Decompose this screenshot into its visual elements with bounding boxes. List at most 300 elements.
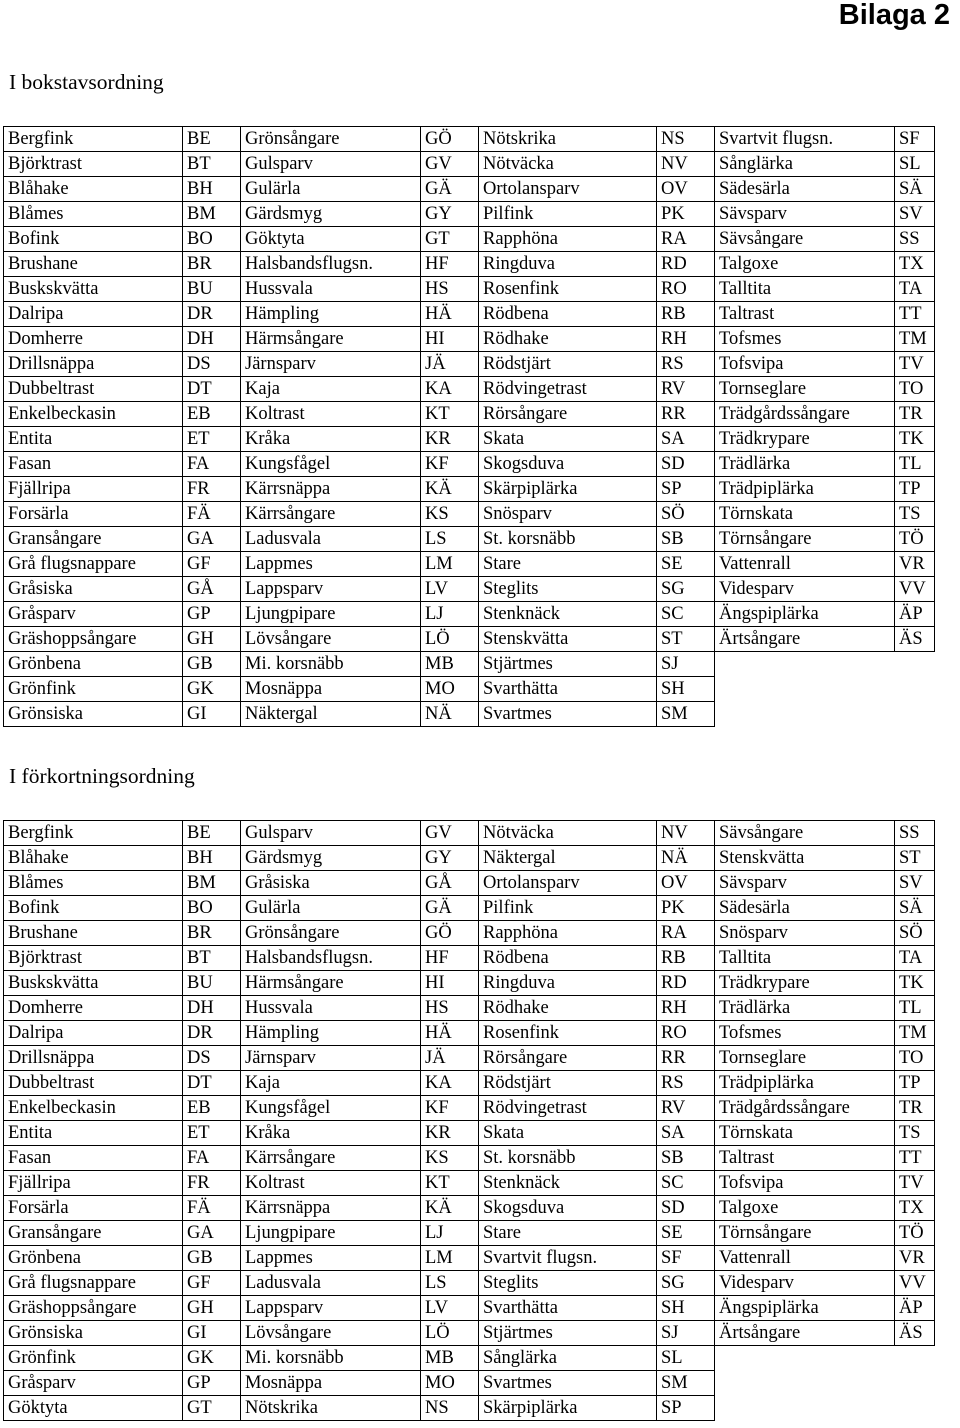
abbreviation-cell: HF (421, 252, 479, 277)
abbreviation-cell: KT (421, 402, 479, 427)
species-name-cell: Drillsnäppa (4, 1046, 183, 1071)
abbreviation-cell: NV (657, 821, 715, 846)
species-name-cell: Snösparv (715, 921, 895, 946)
abbreviation-cell: VV (895, 577, 935, 602)
species-name-cell: Nötskrika (241, 1396, 421, 1421)
species-name-cell: Kaja (241, 1071, 421, 1096)
species-name-cell: Ringduva (479, 252, 657, 277)
species-name-cell: Videsparv (715, 577, 895, 602)
abbreviation-cell: GF (183, 1271, 241, 1296)
table-row (4, 602, 935, 627)
abbreviation-cell: BE (183, 821, 241, 846)
abbreviation-cell: TO (895, 377, 935, 402)
species-name-cell: Forsärla (4, 502, 183, 527)
abbreviation-cell: TK (895, 971, 935, 996)
abbreviation-cell: LJ (421, 602, 479, 627)
species-name-cell: Ljungpipare (241, 602, 421, 627)
table-row (4, 527, 935, 552)
abbreviation-cell (895, 1346, 935, 1371)
table-row (4, 302, 935, 327)
species-name-cell: Blåhake (4, 177, 183, 202)
abbreviation-cell: MO (421, 1371, 479, 1396)
species-name-cell: Gräshoppsångare (4, 627, 183, 652)
species-name-cell: Taltrast (715, 1146, 895, 1171)
species-name-cell: Rödhake (479, 327, 657, 352)
species-name-cell: Törnsångare (715, 527, 895, 552)
species-name-cell: Blåhake (4, 846, 183, 871)
abbreviation-cell: VV (895, 1271, 935, 1296)
table-row (4, 1221, 935, 1246)
abbreviation-cell: GF (183, 552, 241, 577)
species-name-cell: Ortolansparv (479, 177, 657, 202)
abbreviation-cell: SÄ (895, 177, 935, 202)
abbreviation-cell: FR (183, 1171, 241, 1196)
species-name-cell: Enkelbeckasin (4, 1096, 183, 1121)
species-name-cell: Trädkrypare (715, 971, 895, 996)
species-name-cell: Skata (479, 1121, 657, 1146)
species-name-cell: Stjärtmes (479, 652, 657, 677)
abbreviation-cell: TS (895, 502, 935, 527)
table-row (4, 252, 935, 277)
species-name-cell: Fjällripa (4, 477, 183, 502)
species-name-cell: Vattenrall (715, 552, 895, 577)
species-name-cell: Rosenfink (479, 277, 657, 302)
species-name-cell: Kärrsångare (241, 1146, 421, 1171)
species-name-cell: Blåmes (4, 202, 183, 227)
abbreviation-cell: RA (657, 227, 715, 252)
abbreviation-cell: OV (657, 871, 715, 896)
species-name-cell: Svarthätta (479, 677, 657, 702)
table-row (4, 677, 935, 702)
table-row (4, 127, 935, 152)
species-name-cell: Kråka (241, 427, 421, 452)
abbreviation-cell: TM (895, 327, 935, 352)
species-name-cell: Ringduva (479, 971, 657, 996)
species-name-cell: Domherre (4, 996, 183, 1021)
abbreviation-cell: RS (657, 1071, 715, 1096)
species-name-cell: Halsbandsflugsn. (241, 946, 421, 971)
species-name-cell: Stare (479, 552, 657, 577)
abbreviation-cell: GT (183, 1396, 241, 1421)
species-name-cell: Entita (4, 427, 183, 452)
species-name-cell: Svartvit flugsn. (715, 127, 895, 152)
species-name-cell: Koltrast (241, 1171, 421, 1196)
table-row (4, 552, 935, 577)
species-name-cell: Ladusvala (241, 1271, 421, 1296)
table-row (4, 352, 935, 377)
abbreviation-cell: BR (183, 921, 241, 946)
abbreviation-cell: GP (183, 1371, 241, 1396)
species-name-cell: Tofsmes (715, 327, 895, 352)
species-name-cell: Stjärtmes (479, 1321, 657, 1346)
species-name-cell: Skogsduva (479, 1196, 657, 1221)
abbreviation-cell: TV (895, 1171, 935, 1196)
abbreviation-cell: SA (657, 1121, 715, 1146)
species-name-cell: Törnskata (715, 502, 895, 527)
table-row (4, 452, 935, 477)
species-name-cell: Lövsångare (241, 627, 421, 652)
species-name-cell: Näktergal (479, 846, 657, 871)
abbreviation-cell: BH (183, 846, 241, 871)
abbreviation-cell: MO (421, 677, 479, 702)
abbreviation-cell: DT (183, 377, 241, 402)
species-name-cell: Fasan (4, 1146, 183, 1171)
species-name-cell: Dalripa (4, 302, 183, 327)
abbreviation-cell: SL (895, 152, 935, 177)
abbreviation-cell: LS (421, 1271, 479, 1296)
species-name-cell (715, 1346, 895, 1371)
abbreviation-cell: DR (183, 302, 241, 327)
species-name-cell: St. korsnäbb (479, 527, 657, 552)
species-name-cell: Rapphöna (479, 921, 657, 946)
species-name-cell: Ärtsångare (715, 627, 895, 652)
abbreviation-cell: RB (657, 946, 715, 971)
abbreviation-cell: DT (183, 1071, 241, 1096)
species-name-cell: Törnskata (715, 1121, 895, 1146)
table-row (4, 502, 935, 527)
abbreviation-cell: GÅ (183, 577, 241, 602)
species-name-cell: Halsbandsflugsn. (241, 252, 421, 277)
table-row (4, 1396, 935, 1421)
abbreviation-cell: PK (657, 896, 715, 921)
table-row (4, 277, 935, 302)
table-row (4, 177, 935, 202)
abbreviation-cell: DS (183, 1046, 241, 1071)
species-name-cell: Lappsparv (241, 1296, 421, 1321)
species-name-cell: Gråsparv (4, 1371, 183, 1396)
species-name-cell: Grå flugsnappare (4, 552, 183, 577)
table-row (4, 327, 935, 352)
species-name-cell: Buskskvätta (4, 277, 183, 302)
abbreviation-cell: SL (657, 1346, 715, 1371)
abbreviation-cell: KS (421, 502, 479, 527)
table-row (4, 1321, 935, 1346)
abbreviation-cell: FÄ (183, 1196, 241, 1221)
abbreviation-cell: SF (895, 127, 935, 152)
abbreviation-cell: RD (657, 971, 715, 996)
table-row (4, 202, 935, 227)
abbreviation-cell: TK (895, 427, 935, 452)
bird-table-alphabetical (3, 126, 935, 727)
abbreviation-cell: HI (421, 971, 479, 996)
species-name-cell: Kärrsnäppa (241, 477, 421, 502)
abbreviation-cell: TO (895, 1046, 935, 1071)
abbreviation-cell: HÄ (421, 302, 479, 327)
abbreviation-cell: GY (421, 846, 479, 871)
species-name-cell: Svarthätta (479, 1296, 657, 1321)
abbreviation-cell: NÄ (657, 846, 715, 871)
species-name-cell: Grå flugsnappare (4, 1271, 183, 1296)
species-name-cell: Skata (479, 427, 657, 452)
abbreviation-cell: DS (183, 352, 241, 377)
abbreviation-cell: SJ (657, 652, 715, 677)
abbreviation-cell: GI (183, 702, 241, 727)
table-row (4, 1171, 935, 1196)
species-name-cell: Trädgårdssångare (715, 402, 895, 427)
species-name-cell: Snösparv (479, 502, 657, 527)
species-name-cell: Rödstjärt (479, 1071, 657, 1096)
abbreviation-cell: SC (657, 1171, 715, 1196)
abbreviation-cell: SH (657, 677, 715, 702)
abbreviation-cell: NS (657, 127, 715, 152)
species-name-cell: Rödvingetrast (479, 1096, 657, 1121)
table-row (4, 577, 935, 602)
species-name-cell: Härmsångare (241, 327, 421, 352)
table-row (4, 921, 935, 946)
species-name-cell: Rödvingetrast (479, 377, 657, 402)
abbreviation-cell: BH (183, 177, 241, 202)
species-name-cell: Björktrast (4, 152, 183, 177)
abbreviation-cell: SJ (657, 1321, 715, 1346)
abbreviation-cell: TL (895, 996, 935, 1021)
abbreviation-cell: TT (895, 1146, 935, 1171)
species-name-cell: Lövsångare (241, 1321, 421, 1346)
species-name-cell: Talgoxe (715, 1196, 895, 1221)
table-row (4, 477, 935, 502)
species-name-cell: Stenknäck (479, 602, 657, 627)
abbreviation-cell: GY (421, 202, 479, 227)
species-name-cell: Trädgårdssångare (715, 1096, 895, 1121)
species-name-cell: Gärdsmyg (241, 202, 421, 227)
species-name-cell: Talltita (715, 946, 895, 971)
species-name-cell (715, 1371, 895, 1396)
species-name-cell: Trädpiplärka (715, 477, 895, 502)
species-name-cell: Dubbeltrast (4, 1071, 183, 1096)
abbreviation-cell: GB (183, 1246, 241, 1271)
abbreviation-cell: ÄS (895, 1321, 935, 1346)
species-name-cell: Rapphöna (479, 227, 657, 252)
abbreviation-cell: GA (183, 527, 241, 552)
species-name-cell: Kungsfågel (241, 1096, 421, 1121)
abbreviation-cell: ÄS (895, 627, 935, 652)
abbreviation-cell: SC (657, 602, 715, 627)
abbreviation-cell: LV (421, 577, 479, 602)
species-name-cell: Rörsångare (479, 1046, 657, 1071)
species-name-cell: Ärtsångare (715, 1321, 895, 1346)
abbreviation-cell: SF (657, 1246, 715, 1271)
table-row (4, 846, 935, 871)
abbreviation-cell: RR (657, 1046, 715, 1071)
table-row (4, 1146, 935, 1171)
section-heading-alphabetical: I bokstavsordning (9, 70, 164, 94)
species-name-cell: Ortolansparv (479, 871, 657, 896)
species-name-cell: Kråka (241, 1121, 421, 1146)
table-row (4, 427, 935, 452)
table-row (4, 1246, 935, 1271)
abbreviation-cell: HS (421, 996, 479, 1021)
species-name-cell: Sävsångare (715, 227, 895, 252)
abbreviation-cell: ÄP (895, 602, 935, 627)
abbreviation-cell: GH (183, 1296, 241, 1321)
species-name-cell: Svartmes (479, 702, 657, 727)
abbreviation-cell: KF (421, 452, 479, 477)
abbreviation-cell: RD (657, 252, 715, 277)
species-name-cell: Stenknäck (479, 1171, 657, 1196)
species-name-cell: Hämpling (241, 302, 421, 327)
abbreviation-cell: LJ (421, 1221, 479, 1246)
abbreviation-cell: EB (183, 1096, 241, 1121)
abbreviation-cell: SP (657, 477, 715, 502)
table-row (4, 702, 935, 727)
species-name-cell: Stenskvätta (715, 846, 895, 871)
species-name-cell: Nötväcka (479, 821, 657, 846)
species-name-cell: Stenskvätta (479, 627, 657, 652)
abbreviation-cell: TX (895, 1196, 935, 1221)
abbreviation-cell: VR (895, 552, 935, 577)
abbreviation-cell: MB (421, 652, 479, 677)
table-row (4, 152, 935, 177)
species-name-cell: Brushane (4, 252, 183, 277)
species-name-cell: Gråsparv (4, 602, 183, 627)
species-name-cell: Dalripa (4, 1021, 183, 1046)
species-name-cell: Enkelbeckasin (4, 402, 183, 427)
abbreviation-cell: KT (421, 1171, 479, 1196)
abbreviation-cell: TV (895, 352, 935, 377)
abbreviation-cell: SG (657, 1271, 715, 1296)
abbreviation-cell: GÄ (421, 896, 479, 921)
abbreviation-cell: SE (657, 1221, 715, 1246)
species-name-cell: Sånglärka (715, 152, 895, 177)
abbreviation-cell: DH (183, 996, 241, 1021)
abbreviation-cell: FA (183, 452, 241, 477)
abbreviation-cell: SÖ (895, 921, 935, 946)
abbreviation-cell: BE (183, 127, 241, 152)
abbreviation-cell: GA (183, 1221, 241, 1246)
table-row (4, 1346, 935, 1371)
abbreviation-cell: SP (657, 1396, 715, 1421)
species-name-cell: Talltita (715, 277, 895, 302)
table-row (4, 652, 935, 677)
abbreviation-cell: JÄ (421, 1046, 479, 1071)
species-name-cell: Grönsiska (4, 1321, 183, 1346)
abbreviation-cell: SS (895, 821, 935, 846)
species-name-cell: Göktyta (241, 227, 421, 252)
species-name-cell: Ängspiplärka (715, 1296, 895, 1321)
abbreviation-cell: NS (421, 1396, 479, 1421)
abbreviation-cell (895, 702, 935, 727)
species-name-cell: Bofink (4, 227, 183, 252)
abbreviation-cell: NÄ (421, 702, 479, 727)
abbreviation-cell: KF (421, 1096, 479, 1121)
abbreviation-cell: BT (183, 946, 241, 971)
abbreviation-cell: SV (895, 871, 935, 896)
abbreviation-cell: RO (657, 277, 715, 302)
species-name-cell: Steglits (479, 1271, 657, 1296)
species-name-cell: Trädlärka (715, 996, 895, 1021)
abbreviation-cell: KR (421, 1121, 479, 1146)
abbreviation-cell: SD (657, 452, 715, 477)
species-name-cell: Skogsduva (479, 452, 657, 477)
abbreviation-cell: LM (421, 1246, 479, 1271)
species-name-cell: Gransångare (4, 1221, 183, 1246)
species-name-cell: Pilfink (479, 202, 657, 227)
abbreviation-cell: LM (421, 552, 479, 577)
abbreviation-cell: RO (657, 1021, 715, 1046)
species-name-cell: Tornseglare (715, 377, 895, 402)
table-row (4, 996, 935, 1021)
species-name-cell: Kaja (241, 377, 421, 402)
table-row (4, 627, 935, 652)
abbreviation-cell: DR (183, 1021, 241, 1046)
abbreviation-cell: SB (657, 527, 715, 552)
table-row (4, 1071, 935, 1096)
abbreviation-cell: GÖ (421, 127, 479, 152)
species-name-cell (715, 652, 895, 677)
abbreviation-cell: GV (421, 821, 479, 846)
abbreviation-cell: FA (183, 1146, 241, 1171)
table-row (4, 377, 935, 402)
species-name-cell: Sädesärla (715, 896, 895, 921)
species-name-cell: Rödbena (479, 302, 657, 327)
species-name-cell: Järnsparv (241, 1046, 421, 1071)
species-name-cell: Mosnäppa (241, 1371, 421, 1396)
abbreviation-cell: BM (183, 871, 241, 896)
abbreviation-cell: LV (421, 1296, 479, 1321)
table-row (4, 227, 935, 252)
abbreviation-cell: RH (657, 996, 715, 1021)
abbreviation-cell: JÄ (421, 352, 479, 377)
abbreviation-cell: KÄ (421, 1196, 479, 1221)
species-name-cell: Koltrast (241, 402, 421, 427)
species-name-cell: Bergfink (4, 127, 183, 152)
abbreviation-cell: PK (657, 202, 715, 227)
section-heading-abbreviation: I förkortningsordning (9, 764, 195, 788)
abbreviation-cell: BU (183, 971, 241, 996)
species-name-cell: Sävsparv (715, 202, 895, 227)
abbreviation-cell: VR (895, 1246, 935, 1271)
abbreviation-cell: ST (657, 627, 715, 652)
abbreviation-cell: RR (657, 402, 715, 427)
species-name-cell: Gulärla (241, 177, 421, 202)
abbreviation-cell: BO (183, 896, 241, 921)
abbreviation-cell: BM (183, 202, 241, 227)
species-name-cell: Grönbena (4, 1246, 183, 1271)
species-name-cell: Sädesärla (715, 177, 895, 202)
abbreviation-cell: SD (657, 1196, 715, 1221)
abbreviation-cell: RB (657, 302, 715, 327)
abbreviation-cell: TX (895, 252, 935, 277)
species-name-cell: Entita (4, 1121, 183, 1146)
abbreviation-cell: GK (183, 1346, 241, 1371)
abbreviation-cell: HF (421, 946, 479, 971)
species-name-cell: Forsärla (4, 1196, 183, 1221)
species-name-cell: Drillsnäppa (4, 352, 183, 377)
table-row (4, 1121, 935, 1146)
species-name-cell: Mi. korsnäbb (241, 1346, 421, 1371)
abbreviation-cell: NV (657, 152, 715, 177)
abbreviation-cell: TA (895, 277, 935, 302)
abbreviation-cell: EB (183, 402, 241, 427)
species-name-cell: Domherre (4, 327, 183, 352)
abbreviation-cell: SÄ (895, 896, 935, 921)
species-name-cell: Gransångare (4, 527, 183, 552)
abbreviation-cell: TR (895, 1096, 935, 1121)
table-row (4, 971, 935, 996)
abbreviation-cell (895, 652, 935, 677)
species-name-cell: Gräshoppsångare (4, 1296, 183, 1321)
abbreviation-cell: SM (657, 1371, 715, 1396)
species-name-cell: Svartvit flugsn. (479, 1246, 657, 1271)
species-name-cell: Brushane (4, 921, 183, 946)
species-name-cell: Sånglärka (479, 1346, 657, 1371)
species-name-cell: Skärpiplärka (479, 477, 657, 502)
species-name-cell: Bofink (4, 896, 183, 921)
species-name-cell: Taltrast (715, 302, 895, 327)
species-name-cell: Lappsparv (241, 577, 421, 602)
abbreviation-cell: KA (421, 377, 479, 402)
species-name-cell: Gulärla (241, 896, 421, 921)
table-row (4, 1021, 935, 1046)
